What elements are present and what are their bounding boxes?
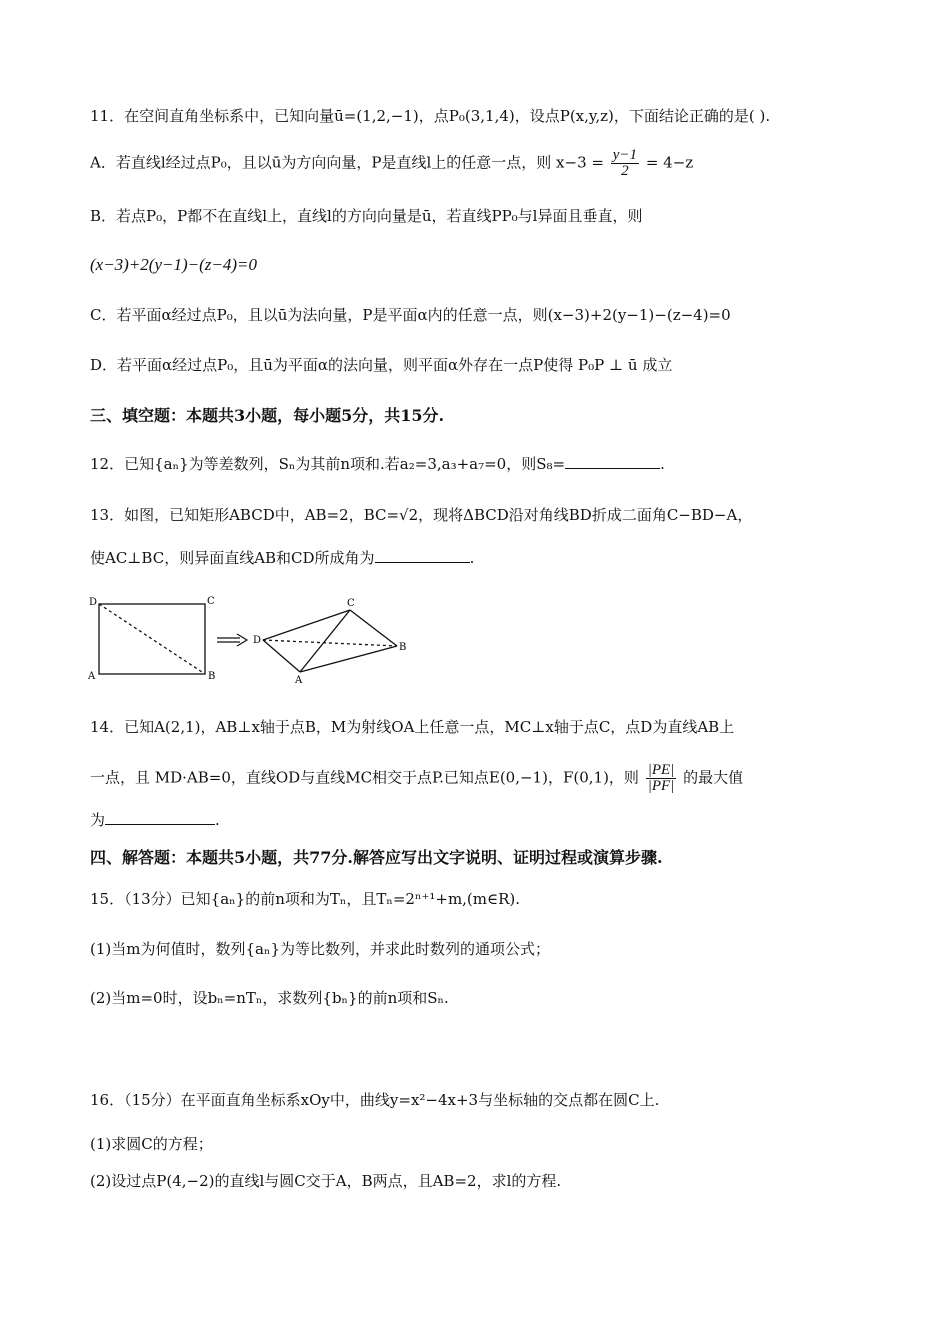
q11-option-b-line2: (x−3)+2(y−1)−(z−4)=0 (90, 255, 258, 274)
q11-option-b-line1: B．若点P₀，P都不在直线l上，直线l的方向向量是ū，若直线PP₀与l异面且垂直，则 (90, 207, 643, 225)
edge-ab (300, 646, 397, 672)
q13-line2 (90, 547, 880, 569)
q13-answer-blank (375, 548, 470, 563)
q14-answer-blank (105, 810, 215, 825)
q14-line3 (90, 809, 880, 831)
q16-stem: 16．（15分）在平面直角坐标系xOy中，曲线y=x²−4x+3与坐标轴的交点都在圆C上. (90, 1091, 660, 1109)
rectangle-diagonal-db (99, 604, 205, 674)
q11-option-a-tail: = 4−z (645, 153, 694, 172)
fraction-denominator: |PF| (647, 778, 675, 794)
q12-text: 12．已知{aₙ}为等差数列，Sₙ为其前n项和.若a₂=3,a₃+a₇=0，则S₈= (90, 455, 566, 473)
edge-db-hidden (263, 640, 397, 646)
q15-stem: 15．（13分）已知{aₙ}的前n项和为Tₙ，且Tₙ=2ⁿ⁺¹+m,(m∈R). (90, 890, 521, 908)
q11-option-d: D．若平面α经过点P₀，且ū为平面α的法向量，则平面α外存在一点P使得 P₀P ⊥ ū 成立 (90, 356, 673, 374)
fig-label-c1: C (207, 596, 215, 607)
q12-answer-blank (565, 454, 660, 469)
q14-end: . (215, 811, 220, 829)
edge-dc (263, 610, 350, 640)
q13-line1: 13．如图，已知矩形ABCD中，AB=2，BC=√2，现将ΔBCD沿对角线BD折成二面角C−BD−A， (90, 506, 753, 524)
edge-da (263, 640, 300, 672)
q11-option-c: C．若平面α经过点P₀，且以ū为法向量，P是平面α内的任意一点，则(x−3)+2(y−1)−(z−4)=0 (90, 306, 731, 324)
q13-line2-text: 使AC⊥BC，则异面直线AB和CD所成角为 (90, 549, 375, 567)
arrow-icon (217, 634, 247, 646)
q11-option-a-text: A．若直线l经过点P₀，且以ū为方向向量，P是直线l上的任意一点，则 x−3 = (90, 153, 604, 172)
q11-option-a (90, 148, 880, 179)
fig-label-c2: C (347, 598, 355, 609)
q11-option-a-fraction (611, 148, 639, 179)
fig-label-a1: A (88, 671, 96, 682)
q14-line1: 14．已知A(2,1)，AB⊥x轴于点B，M为射线OA上任意一点，MC⊥x轴于点C，点D为直线AB上 (90, 718, 735, 736)
q14-line2-tail: 的最大值 (683, 768, 744, 787)
q15-part2: (2)当m=0时，设bₙ=nTₙ，求数列{bₙ}的前n项和Sₙ. (90, 989, 449, 1007)
q14-line3-text: 为 (90, 811, 106, 829)
fraction-numerator: |PE| (647, 762, 675, 778)
q13-figure (85, 590, 415, 685)
fig-label-b1: B (208, 671, 216, 682)
q14-line2-text: 一点，且 MD·AB=0，直线OD与直线MC相交于点P.已知点E(0,−1)，F(0,1)，则 (90, 768, 639, 787)
section-4-heading: 四、解答题：本题共5小题，共77分.解答应写出文字说明、证明过程或演算步骤. (90, 848, 663, 867)
q11-stem: 11．在空间直角坐标系中，已知向量ū=(1,2,−1)，点P₀(3,1,4)，设点P(x,y,z)，下面结论正确的是( ). (90, 107, 771, 125)
rectangle-abcd (99, 604, 205, 674)
fig-label-b2: B (399, 642, 407, 653)
fig-label-a2: A (295, 675, 303, 685)
section-3-heading: 三、填空题：本题共3小题，每小题5分，共15分. (90, 406, 445, 425)
q14-line2 (90, 763, 880, 794)
edge-cb (350, 610, 397, 646)
fig-label-d2: D (253, 635, 262, 646)
folded-tetrahedron (263, 610, 397, 672)
q16-part1: (1)求圆C的方程； (90, 1135, 213, 1153)
fig-label-d1: D (89, 597, 98, 608)
fraction-numerator: y−1 (612, 147, 638, 163)
q16-part2: (2)设过点P(4,−2)的直线l与圆C交于A，B两点，且AB=2，求l的方程. (90, 1172, 562, 1190)
q12-end: . (660, 455, 665, 473)
q12 (90, 453, 880, 475)
q13-end: . (469, 549, 475, 567)
q15-part1: (1)当m为何值时，数列{aₙ}为等比数列，并求此时数列的通项公式； (90, 940, 550, 958)
q14-ratio-fraction (646, 763, 677, 794)
fraction-denominator: 2 (621, 163, 629, 179)
